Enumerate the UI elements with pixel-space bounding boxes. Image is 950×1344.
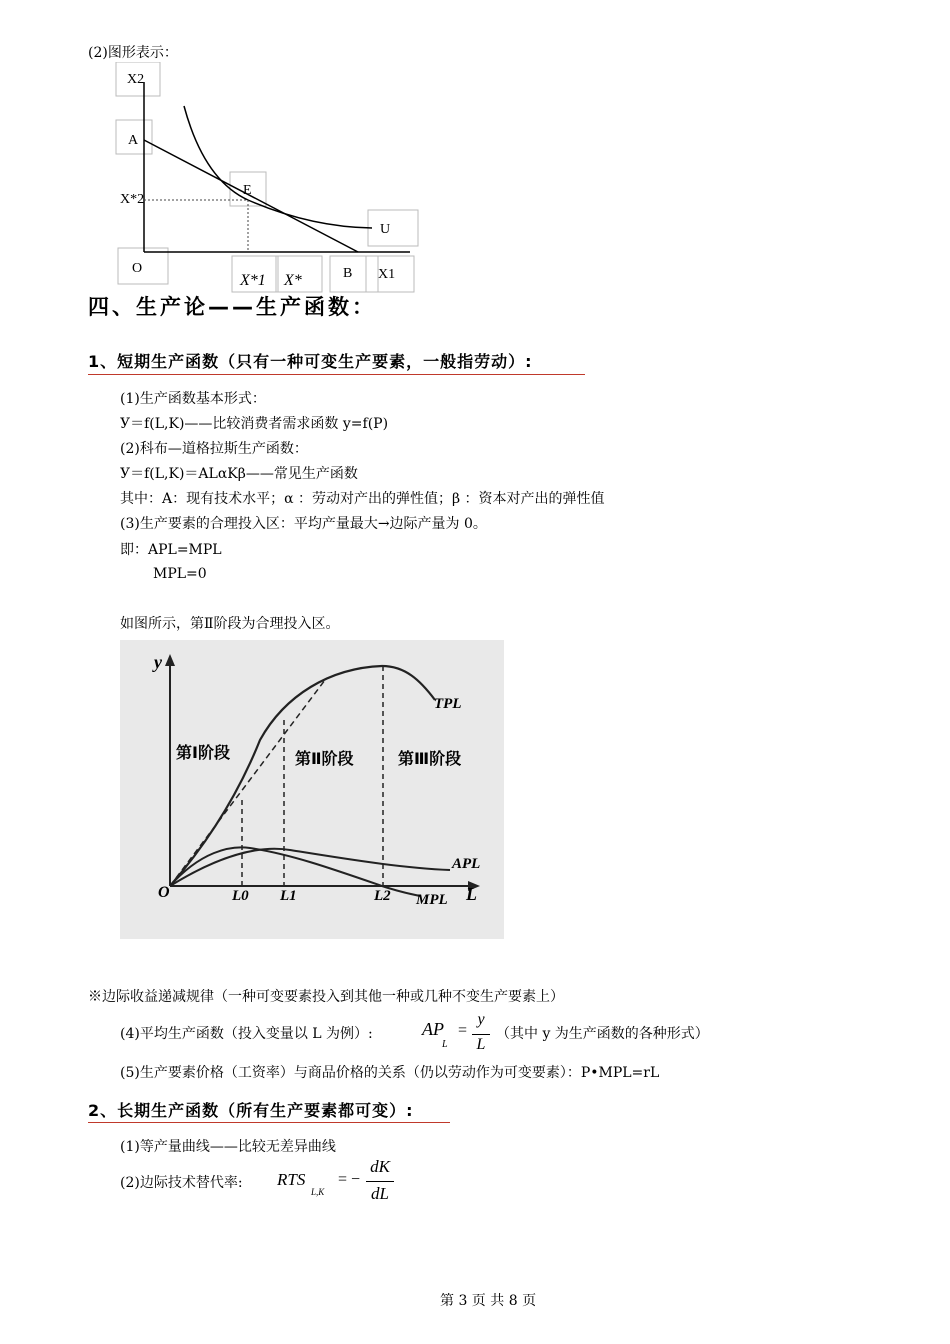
long-run-line-1: (1)等产量曲线——比较无差异曲线 [120, 1139, 336, 1155]
avg-prod-eq: = [458, 1022, 468, 1039]
rts-sub: L,K [311, 1187, 325, 1197]
ap-label: APL [452, 856, 481, 872]
short-run-heading: 1、短期生产函数（只有一种可变生产要素，一般指劳动）: [88, 352, 533, 371]
stage-2-label: 第Ⅱ阶段 [295, 749, 354, 768]
label-o: O [132, 261, 143, 276]
section-title: 四、生产论——生产函数： [88, 295, 376, 319]
stage-3-label: 第Ⅲ阶段 [398, 749, 462, 768]
label-a: A [128, 133, 139, 148]
label-x2star: X*2 [120, 192, 145, 207]
rts-symbol: RTS [277, 1170, 306, 1189]
stage-1-label: 第Ⅰ阶段 [176, 743, 230, 762]
graph-caption: (2)图形表示： [88, 45, 178, 61]
short-run-line-7: 即：APL=MPL [120, 542, 222, 558]
production-chart [120, 640, 504, 939]
avg-prod-fraction-bar [472, 1034, 490, 1035]
short-run-line-5: 其中：A：现有技术水平；α ：劳动对产出的弹性值；β ：资本对产出的弹性值 [120, 491, 605, 507]
short-run-line-2: У＝f(L,K)——比较消费者需求函数 y=f(P) [120, 416, 389, 432]
avg-prod-prefix: (4)平均生产函数（投入变量以 L 为例）: [120, 1026, 373, 1042]
indifference-graph [110, 62, 430, 294]
avg-prod-den: L [476, 1036, 486, 1053]
short-run-line-3: (2)科布—道格拉斯生产函数： [120, 441, 308, 457]
long-run-heading: 2、长期生产函数（所有生产要素都可变）: [88, 1101, 414, 1120]
label-x1star-a: X*1 [240, 272, 266, 289]
long-run-underline [88, 1122, 450, 1123]
chart-x-label: L [466, 884, 477, 904]
label-b: B [343, 266, 353, 281]
rts-den: dL [371, 1184, 389, 1203]
page-footer: 第 3 页 共 8 页 [440, 1293, 537, 1309]
rts-num: dK [370, 1157, 390, 1176]
label-x2: X2 [127, 72, 145, 87]
chart-y-label: y [154, 652, 162, 672]
short-run-line-8: MPL=0 [153, 566, 207, 582]
price-relation: (5)生产要素价格（工资率）与商品价格的关系（仍以劳动作为可变要素）：P•MPL=rL [120, 1065, 660, 1081]
tp-label: TPL [434, 696, 462, 712]
label-x1: X1 [378, 267, 396, 282]
short-run-line-4: У＝f(L,K)＝ALαKβ——常见生产函数 [120, 466, 358, 482]
long-run-line-2: (2)边际技术替代率: [120, 1175, 243, 1191]
label-e: E [243, 183, 252, 198]
short-run-line-6: (3)生产要素的合理投入区：平均产量最大→边际产量为 0。 [120, 516, 487, 532]
chart-origin: O [158, 884, 170, 901]
avg-prod-suffix: （其中 y 为生产函数的各种形式） [496, 1026, 709, 1042]
avg-prod-num: y [477, 1011, 485, 1028]
l2-label: L2 [374, 888, 391, 904]
diminishing-returns-note: ※边际收益递减规律（一种可变要素投入到其他一种或几种不变生产要素上） [88, 989, 564, 1005]
short-run-underline [88, 374, 585, 375]
short-run-line-9: 如图所示，第Ⅱ阶段为合理投入区。 [120, 616, 340, 632]
avg-prod-ap: AP [422, 1019, 444, 1039]
rts-fraction-bar [366, 1181, 394, 1182]
l0-label: L0 [232, 888, 249, 904]
avg-prod-sub: L [442, 1039, 448, 1050]
rts-eq: = − [338, 1171, 361, 1188]
mp-label: MPL [416, 892, 448, 908]
label-x1star-b: X* [284, 272, 302, 289]
short-run-line-1: (1)生产函数基本形式： [120, 391, 266, 407]
label-u: U [380, 222, 391, 237]
l1-label: L1 [280, 888, 297, 904]
